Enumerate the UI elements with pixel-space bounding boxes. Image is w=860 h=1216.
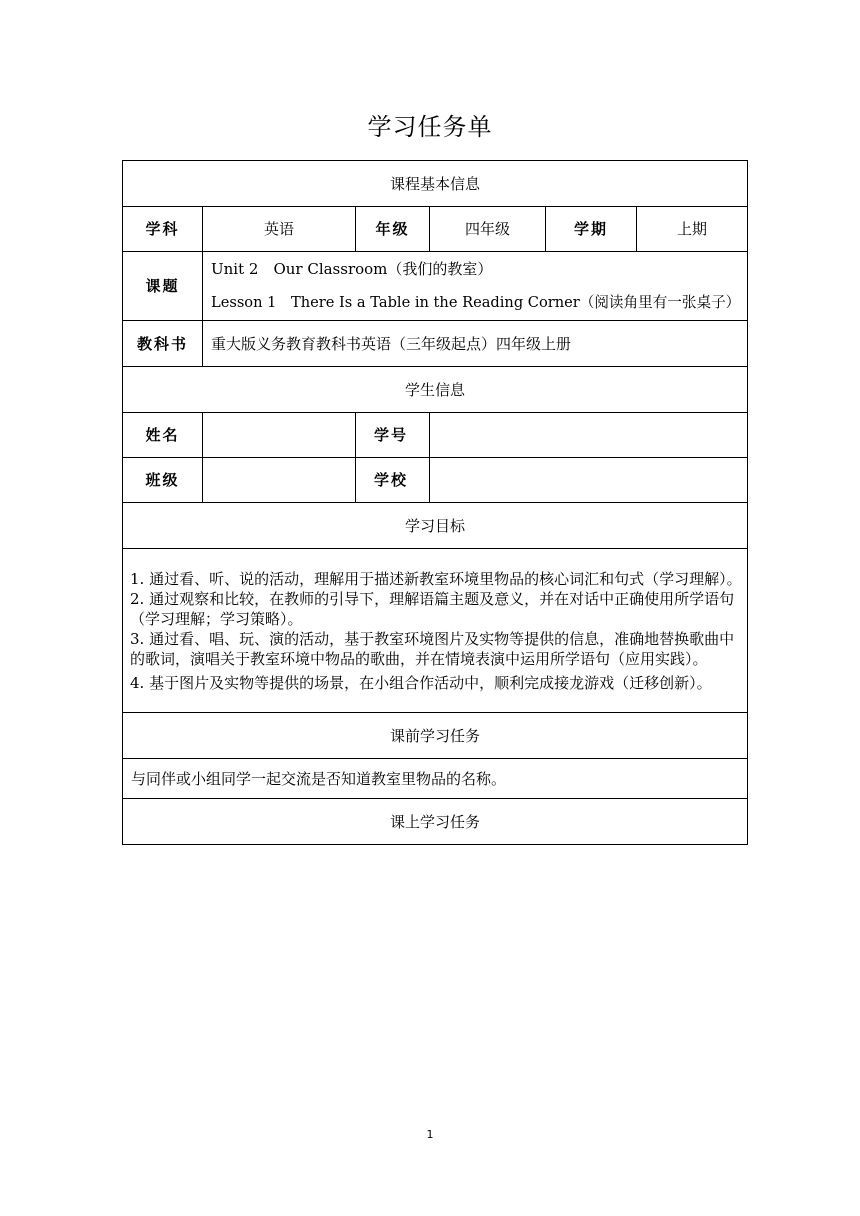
- topic-unit: Unit 2 Our Classroom（我们的教室）: [211, 260, 493, 278]
- course-info-header-row: [123, 161, 748, 207]
- student-id-field[interactable]: [430, 413, 748, 458]
- textbook-value: 重大版义务教育教科书英语（三年级起点）四年级上册: [203, 321, 748, 367]
- student-info-header-row: [123, 367, 748, 413]
- objective-item-3: 3. 通过看、唱、玩、演的活动，基于教室环境图片及实物等提供的信息，准确地替换歌曲中的歌词，演唱关于教室环境中物品的歌曲，并在情境表演中运用所学语句（应用实践）。: [130, 629, 735, 668]
- course-basic-row: [123, 207, 748, 252]
- pre-class-header-row: [123, 713, 748, 759]
- topic-value: [203, 252, 748, 321]
- topic-row: [123, 252, 748, 321]
- objectives-header: 学习目标: [123, 503, 748, 549]
- objectives-list: [123, 549, 748, 713]
- class-label: 班级: [123, 458, 203, 503]
- pre-class-content: 与同伴或小组同学一起交流是否知道教室里物品的名称。: [123, 759, 748, 799]
- school-field[interactable]: [430, 458, 748, 503]
- name-label: 姓名: [123, 413, 203, 458]
- grade-label: 年级: [356, 207, 430, 252]
- student-info-header: 学生信息: [123, 367, 748, 413]
- in-class-header-row: [123, 799, 748, 845]
- textbook-row: [123, 321, 748, 367]
- subject-value: 英语: [203, 207, 356, 252]
- objective-item-4: 4. 基于图片及实物等提供的场景，在小组合作活动中，顺利完成接龙游戏（迁移创新）。: [130, 673, 712, 692]
- in-class-header: 课上学习任务: [123, 799, 748, 845]
- objectives-row: [123, 549, 748, 713]
- term-value: 上期: [637, 207, 748, 252]
- student-id-label: 学号: [356, 413, 430, 458]
- student-row-2: [123, 458, 748, 503]
- textbook-label: 教科书: [123, 321, 203, 367]
- topic-lesson: Lesson 1 There Is a Table in the Reading Corner（阅读角里有一张桌子）: [211, 294, 741, 311]
- term-label: 学期: [546, 207, 637, 252]
- objective-item-2: 2. 通过观察和比较，在教师的引导下，理解语篇主题及意义，并在对话中正确使用所学语句（学习理解；学习策略）。: [130, 589, 735, 628]
- course-info-header: 课程基本信息: [123, 161, 748, 207]
- pre-class-header: 课前学习任务: [123, 713, 748, 759]
- student-row-1: [123, 413, 748, 458]
- grade-value: 四年级: [430, 207, 546, 252]
- name-field[interactable]: [203, 413, 356, 458]
- school-label: 学校: [356, 458, 430, 503]
- subject-label: 学科: [123, 207, 203, 252]
- topic-label: 课题: [123, 252, 203, 321]
- task-sheet-table: [122, 160, 748, 845]
- pre-class-row: [123, 759, 748, 799]
- objectives-header-row: [123, 503, 748, 549]
- document-title: 学习任务单: [367, 113, 493, 141]
- class-field[interactable]: [203, 458, 356, 503]
- objective-item-1: 1. 通过看、听、说的活动，理解用于描述新教室环境里物品的核心词汇和句式（学习理解）。: [130, 569, 742, 588]
- page-number: 1: [426, 1128, 434, 1141]
